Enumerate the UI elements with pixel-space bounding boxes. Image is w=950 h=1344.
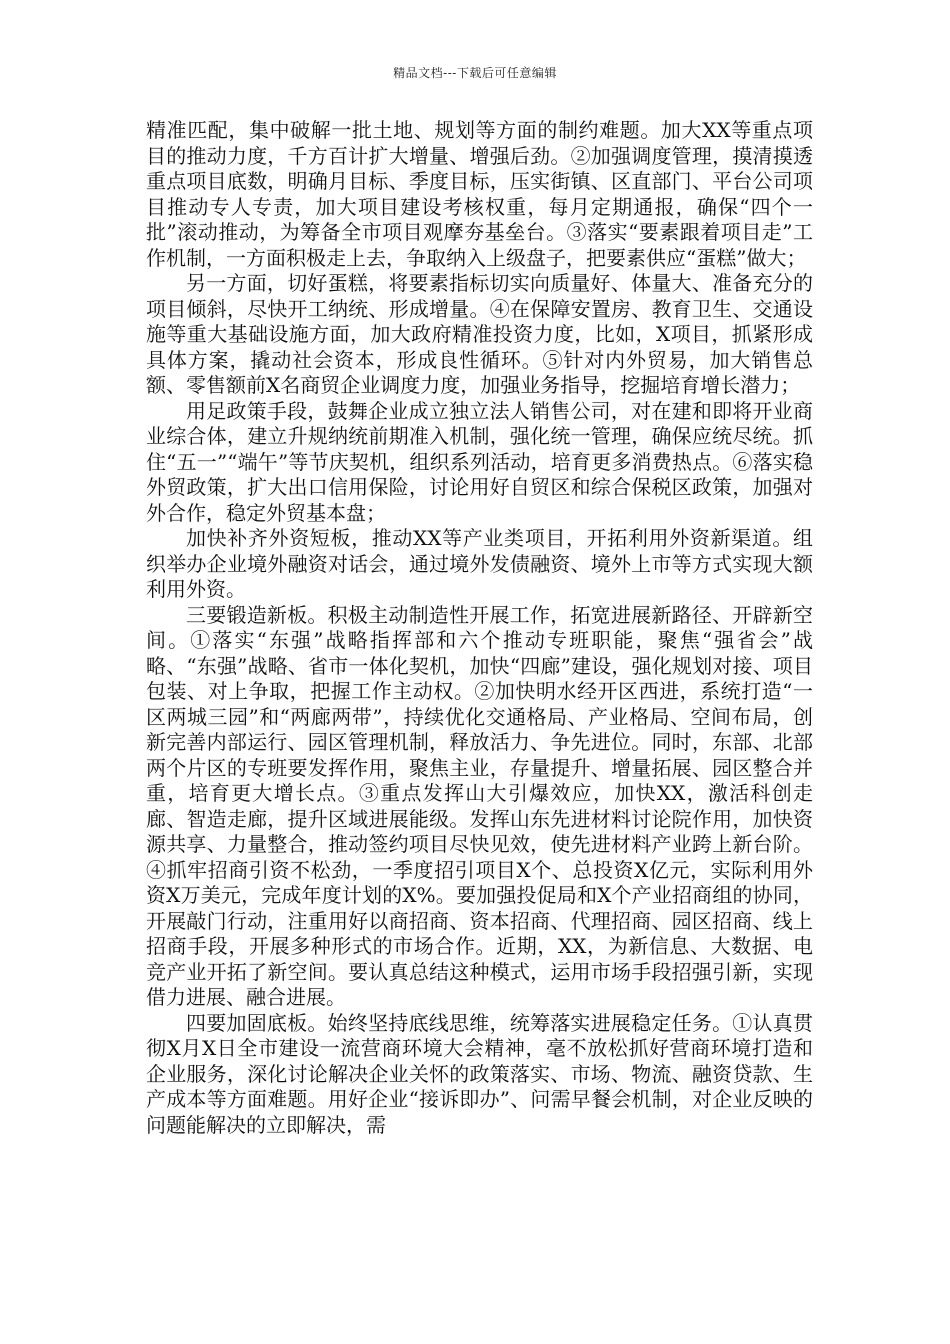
paragraph-1: 精准匹配，集中破解一批土地、规划等方面的制约难题。加大XX等重点项目的推动力度，千方百计扩大增量、增强后劲。②加强调度管理，摸清摸透重点项目底数，明确月目标、季度目标，压实街镇、区直部门、平台公司项目推动专人专责，加大项目建设考核权重，每月定期通报，确保“四个一批”滚动推动，为筹备全市项目观摩夯基垒台。③落实“要素跟着项目走”工作机制，一方面积极走上去，争取纳入上级盘子，把要素供应“蛋糕”做大；: [146, 118, 813, 270]
document-body: [146, 118, 813, 1138]
paragraph-3: 用足政策手段，鼓舞企业成立独立法人销售公司，对在建和即将开业商业综合体，建立升规纳统前期准入机制，强化统一管理，确保应统尽统。抓住“五一”“端午”等节庆契机，组织系列活动，培育更多消费热点。⑥落实稳外贸政策，扩大出口信用保险，讨论用好自贸区和综合保税区政策，加强对外合作，稳定外贸基本盘；: [146, 398, 813, 525]
paragraph-6: 四要加固底板。始终坚持底线思维，统筹落实进展稳定任务。①认真贯彻X月X日全市建设一流营商环境大会精神，毫不放松抓好营商环境打造和企业服务，深化讨论解决企业关怀的政策落实、市场、物流、融资贷款、生产成本等方面难题。用好企业“接诉即办”、问需早餐会机制，对企业反映的问题能解决的立即解决，需: [146, 1010, 813, 1137]
paragraph-2: 另一方面，切好蛋糕，将要素指标切实向质量好、体量大、准备充分的项目倾斜，尽快开工纳统、形成增量。④在保障安置房、教育卫生、交通设施等重大基础设施方面，加大政府精准投资力度，比如，X项目，抓紧形成具体方案，撬动社会资本，形成良性循环。⑤针对内外贸易，加大销售总额、零售额前X名商贸企业调度力度，加强业务指导，挖掘培育增长潜力；: [146, 271, 813, 397]
page-header: 精品文档---下载后可任意编辑: [393, 66, 557, 80]
paragraph-5: 三要锻造新板。积极主动制造性开展工作，拓宽进展新路径、开辟新空间。①落实“东强”战略指挥部和六个推动专班职能，聚焦“强省会”战略、“东强”战略、省市一体化契机，加快“四廊”建设，强化规划对接、项目包装、对上争取，把握工作主动权。②加快明水经开区西进，系统打造“一区两城三园”和“两廊两带”，持续优化交通格局、产业格局、空间布局，创新完善内部运行、园区管理机制，释放活力、争先进位。同时，东部、北部两个片区的专班要发挥作用，聚焦主业，存量提升、增量拓展、园区整合并重，培育更大增长点。③重点发挥山大引爆效应，加快XX，激活科创走廊、智造走廊，提升区域进展能级。发挥山东先进材料讨论院作用，加快资源共享、力量整合，推动签约项目尽快见效，使先进材料产业跨上新台阶。④抓牢招商引资不松劲，一季度招引项目X个、总投资X亿元，实际利用外资X万美元，完成年度计划的X%。要加强投促局和X个产业招商组的协同，开展敲门行动，注重用好以商招商、资本招商、代理招商、园区招商、线上招商手段，开展多种形式的市场合作。近期，XX，为新信息、大数据、电竞产业开拓了新空间。要认真总结这种模式，运用市场手段招强引新，实现借力进展、融合进展。: [146, 602, 813, 1009]
paragraph-4: 加快补齐外资短板，推动XX等产业类项目，开拓利用外资新渠道。组织举办企业境外融资对话会，通过境外发债融资、境外上市等方式实现大额利用外资。: [146, 526, 813, 601]
